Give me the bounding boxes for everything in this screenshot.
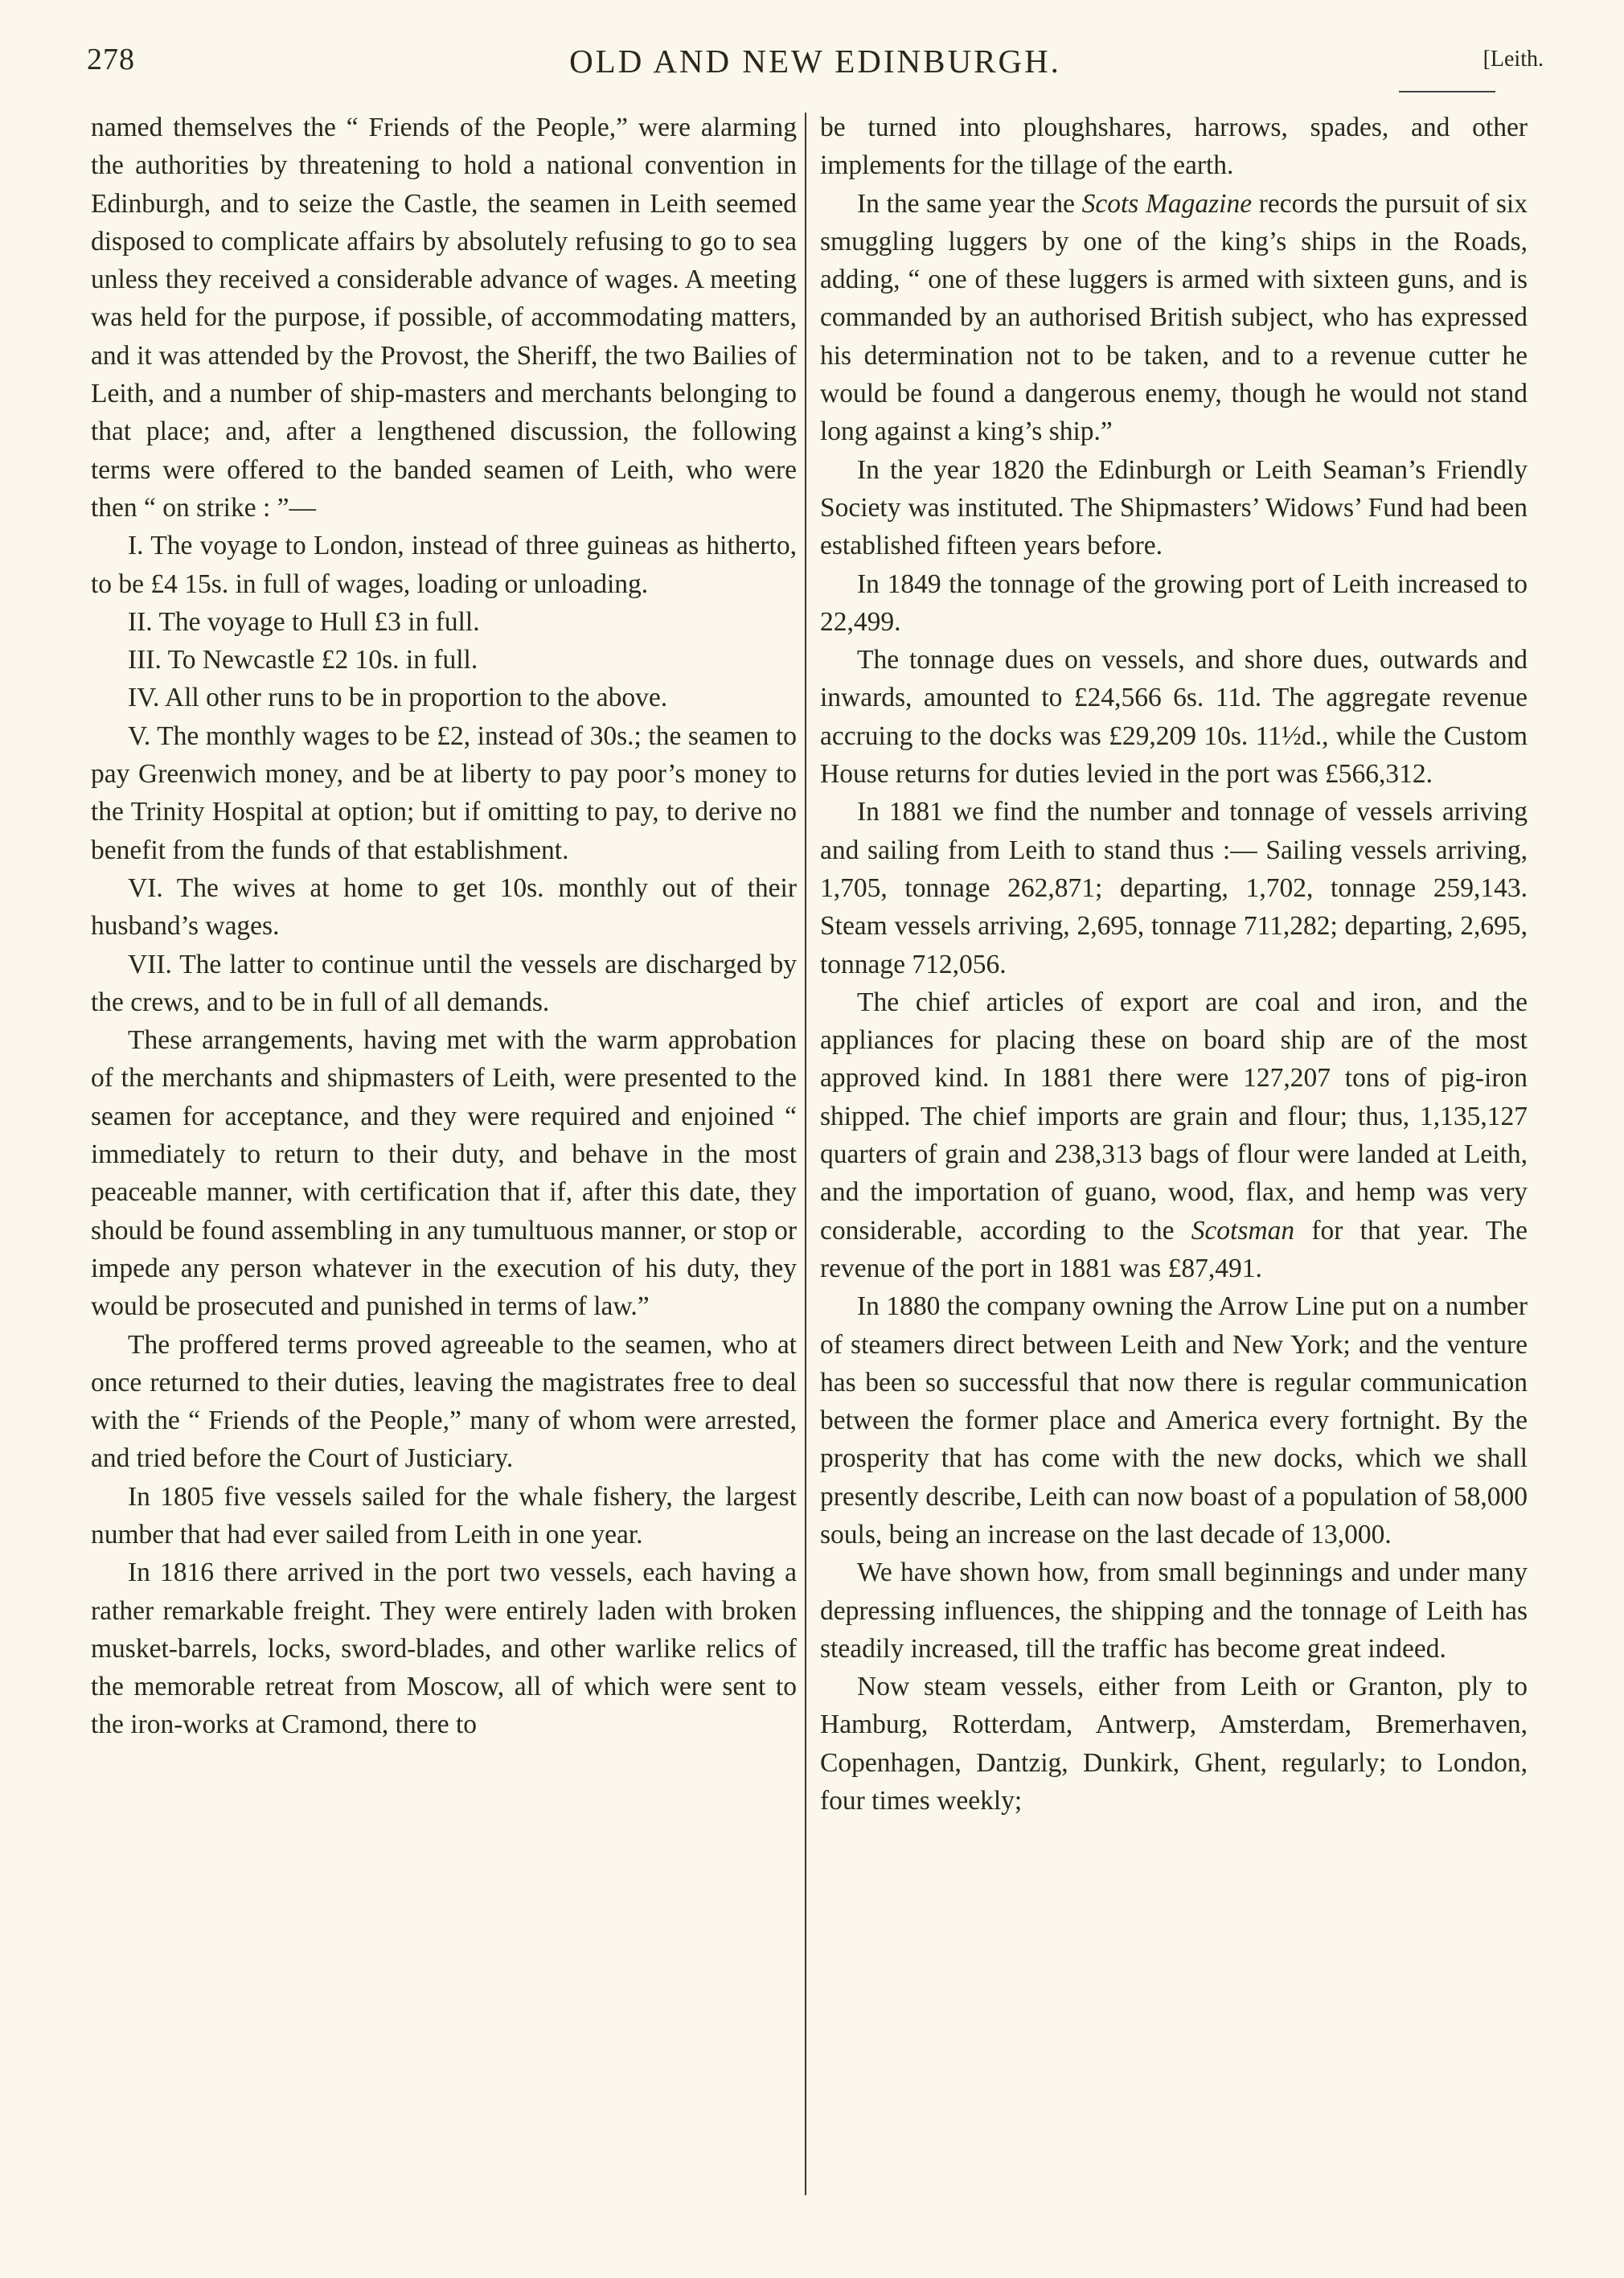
paragraph: In 1880 the company owning the Arrow Line put on a number of steamers direct between Leith and New York; and the venture has been so successful that now there is regular communication between the former place and America every fortnight. By the prosperity that has come with the new docks, which we shall presently describe, Leith can now boast of a population of 58,000 souls, being an increase on the last decade of 13,000. [820,1291,1528,1549]
page-number: 278 [87,43,135,76]
left-column [91,109,797,1744]
section-tag: [Leith. [1483,47,1544,72]
paragraph: named themselves the “ Friends of the People,” were alarming the authorities by threatening to hold a national convention in Edinburgh, and to seize the Castle, the seamen in Leith seemed disposed to complicate affairs by absolutely refusing to go to sea unless they received a considerable advance of wages. A meeting was held for the purpose, if possible, of accommodating matters, and it was attended by the Provost, the Sheriff, the two Bailies of Leith, and a number of ship-masters and merchants belonging to that place; and, after a lengthened discussion, the following terms were offered to the banded seamen of Leith, who were then “ on strike : ”— [91,113,797,523]
terms-item-3: III. To Newcastle £2 10s. in full. [128,645,478,675]
publication-title: Scots Magazine [1081,188,1253,219]
publication-title: Scotsman [1191,1215,1295,1246]
paragraph: In 1849 the tonnage of the growing port of Leith increased to 22,499. [820,568,1528,637]
terms-item-1: I. The voyage to London, instead of three guineas as hitherto, to be £4 15s. in full of wages, loading or unloading. [91,531,797,599]
paragraph: We have shown how, from small beginnings and under many depressing influences, the shipping and the tonnage of Leith has steadily increased, till the traffic has become great indeed. [820,1558,1528,1664]
paragraph: The chief articles of export are coal and iron, and the appliances for placing these on board ship are of the most approved kind. In 1881 there were 127,207 tons of pig-iron shipped. The chief imports are grain and flour; thus, 1,135,127 quarters of grain and 238,313 bags of flour were landed at Leith, and the importation of guano, wood, flax, and hemp was very considerable, according to the Scotsman for that year. The revenue of the port in 1881 was £87,491. [820,987,1528,1283]
page-header [87,32,1544,88]
paragraph: be turned into ploughshares, harrows, spades, and other implements for the tillage of the earth. [820,113,1528,181]
paragraph: In 1881 we find the number and tonnage of vessels arriving and sailing from Leith to stand thus :— Sailing vessels arriving, 1,705, tonnage 262,871; departing, 1,702, tonnage 259,143. Steam vessels arriving, 2,695, tonnage 711,282; departing, 2,695, tonnage 712,056. [820,797,1528,979]
right-column [820,109,1528,1820]
paragraph: In the year 1820 the Edinburgh or Leith Seaman’s Friendly Society was instituted. The Shipmasters’ Widows’ Fund had been established fifteen years before. [820,454,1528,561]
paragraph: In 1816 there arrived in the port two vessels, each having a rather remarkable freight. They were entirely laden with broken musket-barrels, locks, sword-blades, and other warlike relics of the memorable retreat from Moscow, all of which were sent to the iron-works at Cramond, there to [91,1558,797,1740]
header-rule [1399,91,1495,92]
terms-item-2: II. The voyage to Hull £3 in full. [128,606,480,637]
paragraph: The proffered terms proved agreeable to the seamen, who at once returned to their duties, leaving the magistrates free to deal with the “ Friends of the People,” many of whom were arrested, and tried before the Court of Justiciary. [91,1329,797,1474]
terms-item-7: VII. The latter to continue until the vessels are discharged by the crews, and to be in full of all demands. [91,949,797,1017]
paragraph: In 1805 five vessels sailed for the whale fishery, the largest number that had ever sailed from Leith in one year. [91,1481,797,1549]
terms-item-4: IV. All other runs to be in proportion to the above. [128,683,668,713]
running-title: OLD AND NEW EDINBURGH. [569,43,1061,80]
terms-item-6: VI. The wives at home to get 10s. monthly out of their husband’s wages. [91,872,797,942]
paragraph: These arrangements, having met with the warm approbation of the merchants and shipmasters of Leith, were presented to the seamen for acceptance, and they were required and enjoined “ immediately to return to their duty, and behave in the most peaceable manner, with certification that if, after this date, they should be found assembling in any tumultuous manner, or stop or impede any person whatever in the execution of his duty, they would be prosecuted and punished in terms of law.” [91,1025,797,1322]
terms-item-5: V. The monthly wages to be £2, instead of 30s.; the seamen to pay Greenwich money, and be at liberty to pay poor’s money to the Trinity Hospital at option; but if omitting to pay, to derive no benefit from the funds of that establishment. [91,720,797,865]
column-divider [805,113,806,2195]
paragraph: In the same year the Scots Magazine records the pursuit of six smuggling luggers by one of the king’s ships in the Roads, adding, “ one of these luggers is armed with sixteen guns, and is commanded by an authorised British subject, who has expressed his determination not to be taken, and to a revenue cutter he would be found a dangerous enemy, though he would not stand long against a king’s ship.” [820,188,1528,447]
paragraph: The tonnage dues on vessels, and shore dues, outwards and inwards, amounted to £24,566 6s. 11d. The aggregate revenue accruing to the docks was £29,209 10s. 11½d., while the Custom House returns for duties levied in the port was £566,312. [820,645,1528,790]
paragraph: Now steam vessels, either from Leith or Granton, ply to Hamburg, Rotterdam, Antwerp, Amsterdam, Bremerhaven, Copenhagen, Dantzig, Dunkirk, Ghent, regularly; to London, four times weekly; [820,1672,1528,1816]
